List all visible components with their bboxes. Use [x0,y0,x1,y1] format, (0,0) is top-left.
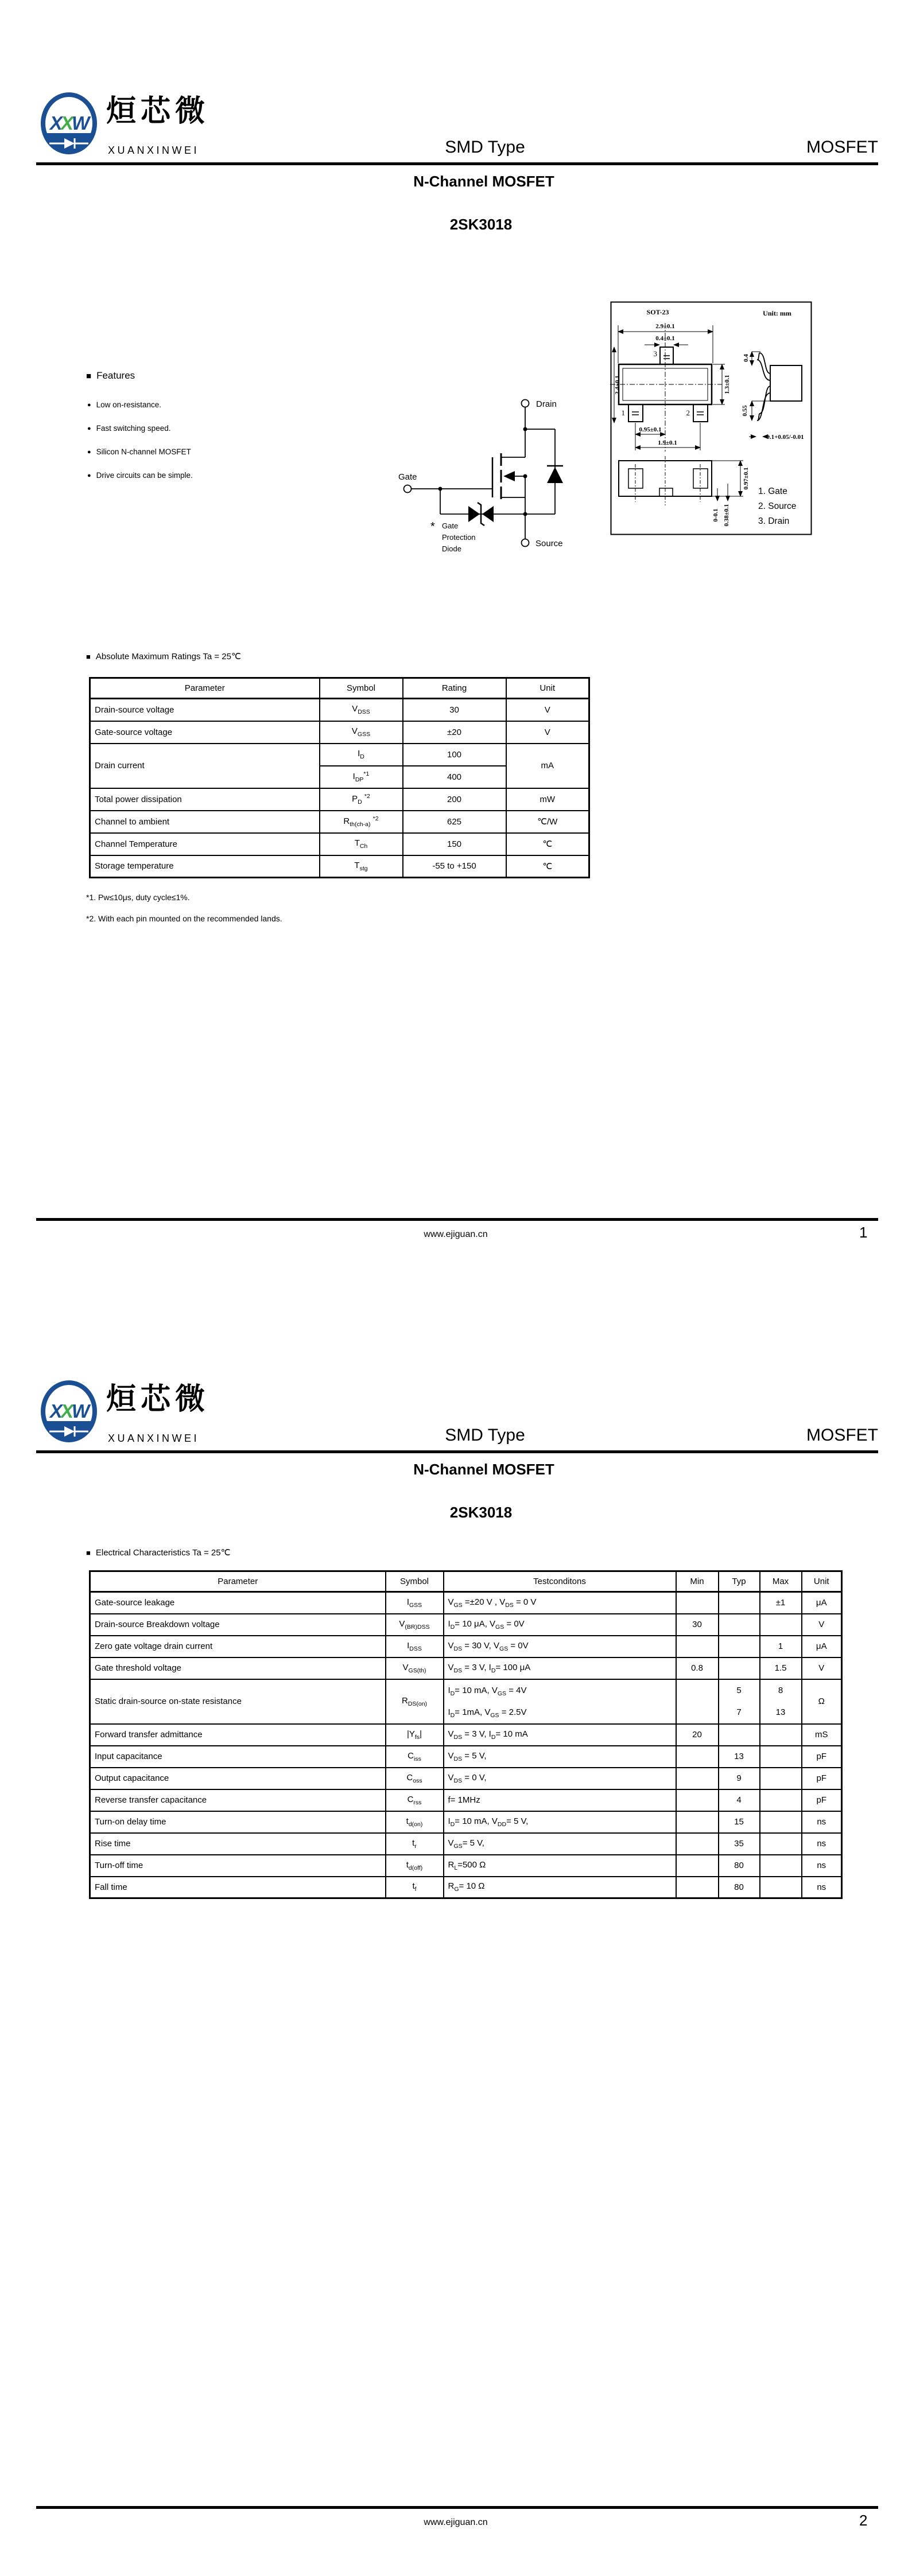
col-unit: Unit [802,1571,842,1592]
cell-min: 20 [676,1724,719,1746]
cell-max [760,1746,802,1768]
cell-rating: 150 [403,833,506,855]
cell-max [760,1614,802,1636]
footer-url: www.ejiguan.cn [424,1229,488,1239]
absolute-maximum-ratings-table [89,677,590,878]
table-row [90,1636,842,1657]
dim-overall-height: 2.4±0.1 [614,375,621,395]
package-drawing [610,301,812,538]
cell-parameter: Input capacitance [90,1746,386,1768]
brand-latin: XUANXINWEI [108,1433,200,1444]
brand-chinese: 烜芯微 [106,1383,210,1416]
square-bullet-icon: ■ [86,1548,91,1557]
doc-subtitle: N-Channel MOSFET [413,173,554,190]
round-bullet-icon: ● [87,425,91,432]
cell-rating: 400 [403,766,506,788]
col-rating: Rating [403,678,506,699]
square-bullet-icon: ■ [86,371,92,381]
circuit-diagram [396,367,608,577]
table-row [90,744,589,766]
cell-rating: -55 to +150 [403,855,506,878]
cell-min [676,1746,719,1768]
page-number: 1 [859,1224,868,1241]
col-parameter: Parameter [90,1571,386,1592]
dim-standoff: 0-0.1 [712,508,719,522]
cell-unit: V [802,1614,842,1636]
cell-min [676,1789,719,1811]
cell-symbol: $P_D$ $^{*2}$ [320,788,403,811]
dim-lead-up: 0.4 [743,354,750,362]
cell-unit: Ω [802,1679,842,1724]
cell-unit: pF [802,1789,842,1811]
condition-line: $I_D= 1mA$, $V_{GS} = 2.5V$ [448,1707,527,1719]
cell-min [676,1636,719,1657]
table-row [90,1877,842,1898]
table-row [90,811,589,833]
cell-conditions: $V_{DS} = 5$ V, [444,1746,676,1768]
max-line: 8 [778,1685,783,1695]
cell-parameter: Static drain-source on-state resistance [90,1679,386,1724]
dim-foot: 0.38±0.1 [723,504,730,527]
cell-min: 30 [676,1614,719,1636]
protection-note-line2: Protection [442,533,476,542]
cell-conditions: $V_{DS} = 0$ V, [444,1768,676,1789]
cell-symbol: $C_{oss}$ [386,1768,444,1789]
cell-unit: pF [802,1768,842,1789]
cell-symbol: $t_{d(on)}$ [386,1811,444,1833]
cell-parameter: Channel Temperature [90,833,320,855]
cell-unit: μA [802,1592,842,1614]
cell-max: ±1 [760,1592,802,1614]
cell-max [760,1855,802,1877]
protection-note-line3: Diode [442,544,461,553]
condition-line: $I_D= 10$ mA, $V_{GS} = 4V$ [448,1685,527,1697]
company-logo [40,1380,98,1443]
elec-heading-label: Electrical Characteristics Ta = 25℃ [95,1548,231,1558]
footer-rule [36,1218,878,1221]
cell-conditions: $I_D= 10$ mA, $V_{DD}= 5$ V, [444,1811,676,1833]
cell-symbol: $|Y_{fs}|$ [386,1724,444,1746]
cell-parameter: Gate-source leakage [90,1592,386,1614]
table-row [90,1724,842,1746]
junction-dot [438,487,443,491]
col-conditions: Testconditons [444,1571,676,1592]
cell-symbol: $C_{rss}$ [386,1789,444,1811]
cell-unit: V [506,699,589,721]
legend-drain: 3. Drain [758,516,790,526]
cell-typ: 15 [719,1811,760,1833]
brand-chinese: 烜芯微 [106,95,210,128]
col-unit: Unit [506,678,589,699]
cell-typ [719,1614,760,1636]
feature-item [87,471,193,480]
legend-source: 2. Source [758,501,797,511]
cell-min [676,1833,719,1855]
gate-terminal [404,485,412,493]
features-heading-label: Features [96,370,135,381]
cell-typ [719,1592,760,1614]
cell-unit: μA [802,1636,842,1657]
cell-symbol: $T_{Ch}$ [320,833,403,855]
gate-protection-diode-icon [468,503,494,526]
header-right-title: MOSFET [806,138,878,157]
cell-parameter: Drain-source voltage [90,699,320,721]
cell-max [760,1833,802,1855]
note-2: *2. With each pin mounted on the recommended lands. [86,914,282,923]
protection-note-line1: Gate [442,522,459,530]
mosfet-symbol [492,453,501,499]
cell-parameter: Turn-off time [90,1855,386,1877]
cell-rating: ±20 [403,721,506,744]
pin2-number: 2 [686,408,690,417]
cell-parameter: Fall time [90,1877,386,1898]
header-center-title: SMD Type [445,138,525,157]
cell-conditions: f= 1MHz [444,1789,676,1811]
pin3-number: 3 [653,349,657,358]
feature-item-label: Fast switching speed. [96,424,171,433]
cell-min [676,1768,719,1789]
junction-dot [523,512,527,516]
doc-subtitle: N-Channel MOSFET [413,1461,554,1478]
cell-symbol: $I_D$ [320,744,403,766]
page-number: 2 [859,2512,868,2529]
cell-parameter: Zero gate voltage drain current [90,1636,386,1657]
cell-typ: 80 [719,1855,760,1877]
cell-conditions: $V_{GS}= 5$ V, [444,1833,676,1855]
gate-label: Gate [398,472,417,482]
cell-symbol: $t_r$ [386,1833,444,1855]
col-typ: Typ [719,1571,760,1592]
asterisk-mark: * [430,520,435,533]
part-number: 2SK3018 [449,216,513,233]
source-terminal [522,539,529,547]
cell-min: 0.8 [676,1657,719,1679]
col-symbol: Symbol [320,678,403,699]
cell-conditions: $V_{DS} = 30$ V, $V_{GS} = 0V$ [444,1636,676,1657]
cell-unit: mW [506,788,589,811]
cell-typ: 4 [719,1789,760,1811]
cell-conditions: $V_{DS} = 3$ V, $I_D= 10$ mA [444,1724,676,1746]
cell-symbol: $t_f$ [386,1877,444,1898]
typ-line: 5 [736,1685,742,1695]
cell-unit: ns [802,1833,842,1855]
cell-symbol: $C_{iss}$ [386,1746,444,1768]
junction-dot [523,474,527,478]
col-min: Min [676,1571,719,1592]
table-row [90,1657,842,1679]
cell-symbol: $V_{DSS}$ [320,699,403,721]
cell-symbol: $V_{GS(th)}$ [386,1657,444,1679]
cell-unit: ℃ [506,833,589,855]
note-1: *1. Pw≤10μs, duty cycle≤1%. [86,893,190,902]
table-header-row [90,678,589,699]
cell-unit: ℃ [506,855,589,878]
typ-line: 7 [736,1707,742,1717]
header-rule [36,1450,878,1453]
cell-max: 1 [760,1636,802,1657]
col-symbol: Symbol [386,1571,444,1592]
drain-terminal [522,400,529,407]
unit-label: Unit: mm [763,309,791,317]
cell-typ [719,1636,760,1657]
cell-unit: pF [802,1746,842,1768]
dim-body-height: 1.3±0.1 [724,375,731,394]
cell-typ: 80 [719,1877,760,1898]
cell-max [760,1768,802,1789]
dim-height: 0.97±0.1 [743,467,750,490]
cell-conditions [444,1679,676,1724]
cell-max: 1.5 [760,1657,802,1679]
table-row [90,1811,842,1833]
cell-parameter: Gate-source voltage [90,721,320,744]
table-row [90,1592,842,1614]
pin1-number: 1 [621,408,625,417]
cell-symbol: $I_{DSS}$ [386,1636,444,1657]
square-bullet-icon: ■ [86,652,91,661]
cell-parameter: Storage temperature [90,855,320,878]
abs-max-heading-label: Absolute Maximum Ratings Ta = 25℃ [95,652,241,661]
cell-symbol: $R_{th(ch-a)}$ $^{*2}$ [320,811,403,833]
cell-typ: 9 [719,1768,760,1789]
round-bullet-icon: ● [87,449,91,456]
mosfet-schematic [396,367,608,574]
cell-min [676,1811,719,1833]
electrical-characteristics-table [89,1570,843,1899]
dim-pin3-width: 0.4±0.1 [655,335,675,342]
table-row [90,855,589,878]
legend-gate: 1. Gate [758,487,787,496]
cell-conditions: $V_{GS} =\pm 20$ V , $V_{DS} = 0$ V [444,1592,676,1614]
cell-typ [719,1679,760,1724]
cell-parameter: Turn-on delay time [90,1811,386,1833]
round-bullet-icon: ● [87,472,91,479]
cell-parameter: Gate threshold voltage [90,1657,386,1679]
cell-symbol: $I_{DP}^{*1}$ [320,766,403,788]
cell-conditions: $R_G= 10$ Ω [444,1877,676,1898]
logo-icon [40,92,98,155]
cell-symbol: $T_{stg}$ [320,855,403,878]
table-row [90,833,589,855]
cell-unit: V [802,1657,842,1679]
table-row [90,1833,842,1855]
header-center-title: SMD Type [445,1426,525,1445]
cell-unit: ns [802,1877,842,1898]
dim-pitch-half: 0.95±0.1 [639,426,662,433]
feature-item [87,448,191,456]
drawing-frame [611,302,812,535]
sot23-outline [610,301,812,535]
abs-max-heading [86,651,241,661]
feature-item [87,400,161,409]
table-row [90,699,589,721]
table-header-row [90,1571,842,1592]
cell-parameter: Output capacitance [90,1768,386,1789]
cell-parameter: Drain-source Breakdown voltage [90,1614,386,1636]
table-row [90,788,589,811]
cell-parameter: Channel to ambient [90,811,320,833]
cell-conditions: $V_{DS} = 3$ V, $I_D= 100$ μA [444,1657,676,1679]
logo-icon [40,1380,98,1443]
footer-rule [36,2506,878,2509]
cell-typ: 35 [719,1833,760,1855]
features-heading [86,370,135,382]
cell-max [760,1679,802,1724]
part-number: 2SK3018 [449,1504,513,1521]
dim-body-width: 2.9±0.1 [655,323,675,330]
brand-latin: XUANXINWEI [108,145,200,156]
drain-label: Drain [536,399,557,409]
cell-symbol: $V_{GSS}$ [320,721,403,744]
body-diode-icon [547,466,563,483]
cell-unit: V [506,721,589,744]
cell-typ [719,1657,760,1679]
cell-min [676,1679,719,1724]
table-row [90,1614,842,1636]
table-row [90,1789,842,1811]
elec-heading [86,1547,230,1558]
table-row [90,1855,842,1877]
cell-symbol: $V_{(BR)DSS}$ [386,1614,444,1636]
cell-conditions: $I_D= 10$ μA, $V_{GS} = 0V$ [444,1614,676,1636]
cell-unit: ns [802,1811,842,1833]
cell-unit: mS [802,1724,842,1746]
col-parameter: Parameter [90,678,320,699]
col-max: Max [760,1571,802,1592]
source-label: Source [535,539,563,548]
cell-symbol: $t_{d(off)}$ [386,1855,444,1877]
table-row [90,1768,842,1789]
cell-parameter: Forward transfer admittance [90,1724,386,1746]
dim-lead-thickness: 0.1+0.05/-0.01 [766,434,804,441]
cell-parameter: Rise time [90,1833,386,1855]
cell-max [760,1811,802,1833]
cell-typ: 13 [719,1746,760,1768]
feature-item [87,424,170,433]
cell-unit: ns [802,1855,842,1877]
cell-rating: 625 [403,811,506,833]
header-rule [36,162,878,165]
cell-unit: mA [506,744,589,788]
cell-symbol: $R_{DS(on)}$ [386,1679,444,1724]
cell-min [676,1877,719,1898]
cell-conditions: $R_L=500$ Ω [444,1855,676,1877]
feature-item-label: Low on-resistance. [96,400,161,409]
feature-item-label: Drive circuits can be simple. [96,471,193,480]
cell-min [676,1592,719,1614]
package-title: SOT-23 [646,308,669,316]
header-right-title: MOSFET [806,1426,878,1445]
table-row [90,1746,842,1768]
cell-symbol: $I_{GSS}$ [386,1592,444,1614]
cell-max [760,1724,802,1746]
cell-parameter: Drain current [90,744,320,788]
feature-item-label: Silicon N-channel MOSFET [96,448,191,456]
cell-rating: 30 [403,699,506,721]
round-bullet-icon: ● [87,402,91,408]
footer-url: www.ejiguan.cn [424,2517,488,2527]
logo-letters: XXW [49,112,88,134]
cell-min [676,1855,719,1877]
cell-max [760,1789,802,1811]
cell-max [760,1877,802,1898]
table-row [90,721,589,744]
max-line: 13 [775,1707,786,1717]
cell-rating: 200 [403,788,506,811]
cell-typ [719,1724,760,1746]
logo-letters: XXW [49,1400,88,1422]
dim-pitch: 1.9±0.1 [658,439,677,446]
table-row [90,1679,842,1724]
cell-parameter: Reverse transfer capacitance [90,1789,386,1811]
dim-lead-down: 0.55 [742,405,748,417]
cell-parameter: Total power dissipation [90,788,320,811]
junction-dot [523,427,527,431]
cell-unit: ℃/W [506,811,589,833]
cell-rating: 100 [403,744,506,766]
company-logo [40,92,98,155]
